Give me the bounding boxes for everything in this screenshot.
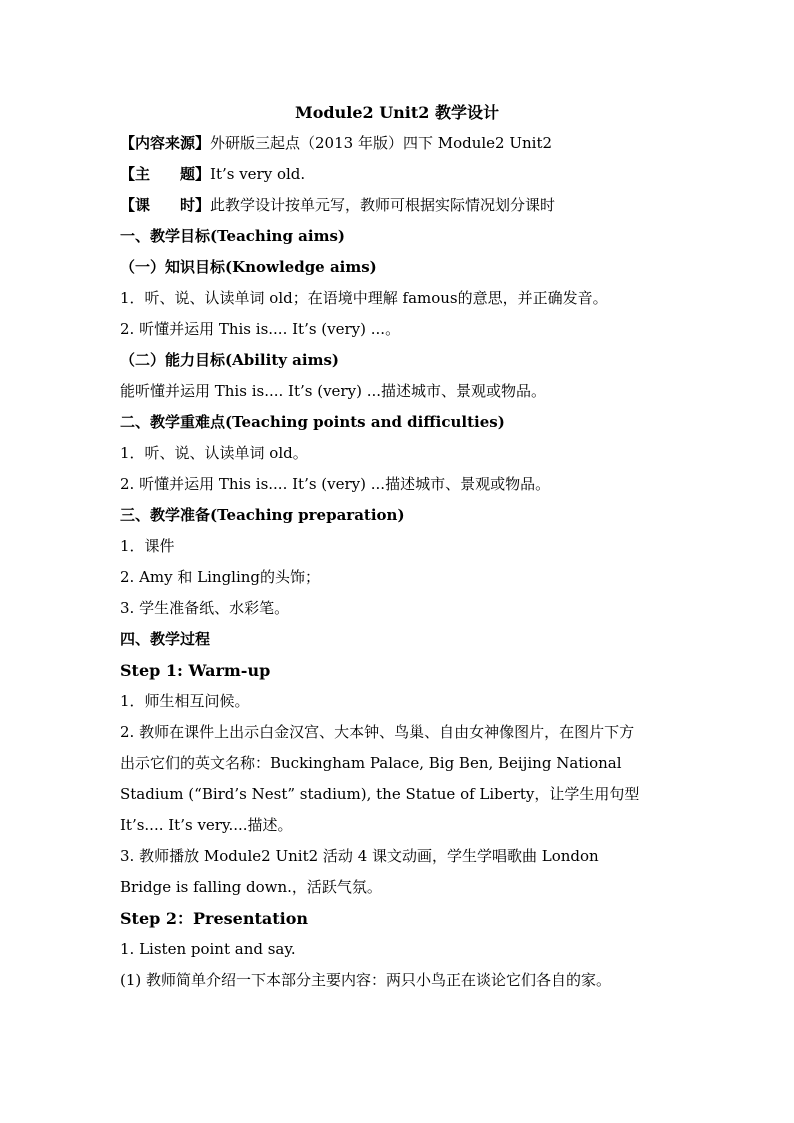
meta-source-value: 外研版三起点（2013 年版）四下 Module2 Unit2 <box>210 134 553 152</box>
meta-source <box>120 128 680 159</box>
meta-topic <box>120 159 680 190</box>
step1-line: It’s.... It’s very....描述。 <box>120 816 293 834</box>
step1-line: 3. 教师播放 Module2 Unit2 活动 4 课文动画，学生学唱歌曲 London <box>120 847 599 865</box>
meta-topic-label: 【主 题】 <box>120 165 211 183</box>
step2-heading: Step 2：Presentation <box>120 909 309 928</box>
step1-line: 1．师生相互问候。 <box>120 692 250 710</box>
knowledge-item: 1．听、说、认读单词 old；在语境中理解 famous的意思，并正确发音。 <box>120 289 608 307</box>
document-body <box>120 128 680 996</box>
knowledge-item: 2. 听懂并运用 This is.... It’s (very) ...。 <box>120 320 401 338</box>
step1-line: Stadium (“Bird’s Nest” stadium), the Statue of Liberty，让学生用句型 <box>120 785 640 803</box>
meta-period-value: 此教学设计按单元写，教师可根据实际情况划分课时 <box>210 196 556 214</box>
prep-item: 2. Amy 和 Lingling的头饰； <box>120 568 321 586</box>
meta-period-label: 【课 时】 <box>120 196 211 214</box>
points-item: 2. 听懂并运用 This is.... It’s (very) ...描述城市、景观或物品。 <box>120 475 551 493</box>
step2-line: 1. Listen point and say. <box>120 940 296 958</box>
points-item: 1．听、说、认读单词 old。 <box>120 444 308 462</box>
prep-heading: 三、教学准备(Teaching preparation) <box>120 506 405 524</box>
step1-line: 出示它们的英文名称：Buckingham Palace, Big Ben, Beijing National <box>120 754 622 772</box>
step2-line: (1) 教师简单介绍一下本部分主要内容：两只小鸟正在谈论它们各自的家。 <box>120 971 612 989</box>
process-heading: 四、教学过程 <box>120 630 211 648</box>
step1-line: 2. 教师在课件上出示白金汉宫、大本钟、鸟巢、自由女神像图片，在图片下方 <box>120 723 635 741</box>
step1-line: Bridge is falling down.，活跃气氛。 <box>120 878 382 896</box>
meta-period <box>120 190 680 221</box>
prep-item: 1．课件 <box>120 537 175 555</box>
step1-heading: Step 1: Warm-up <box>120 661 271 680</box>
meta-source-label: 【内容来源】 <box>120 134 211 152</box>
meta-topic-value: It’s very old. <box>210 165 306 183</box>
ability-text: 能听懂并运用 This is.... It’s (very) ...描述城市、景观或物品。 <box>120 382 546 400</box>
aims-heading: 一、教学目标(Teaching aims) <box>120 227 345 245</box>
ability-heading: （二）能力目标(Ability aims) <box>120 351 340 369</box>
points-heading: 二、教学重难点(Teaching points and difficulties) <box>120 413 505 431</box>
prep-item: 3. 学生准备纸、水彩笔。 <box>120 599 290 617</box>
document-title: Module2 Unit2 教学设计 <box>295 103 499 122</box>
knowledge-heading: （一）知识目标(Knowledge aims) <box>120 258 377 276</box>
